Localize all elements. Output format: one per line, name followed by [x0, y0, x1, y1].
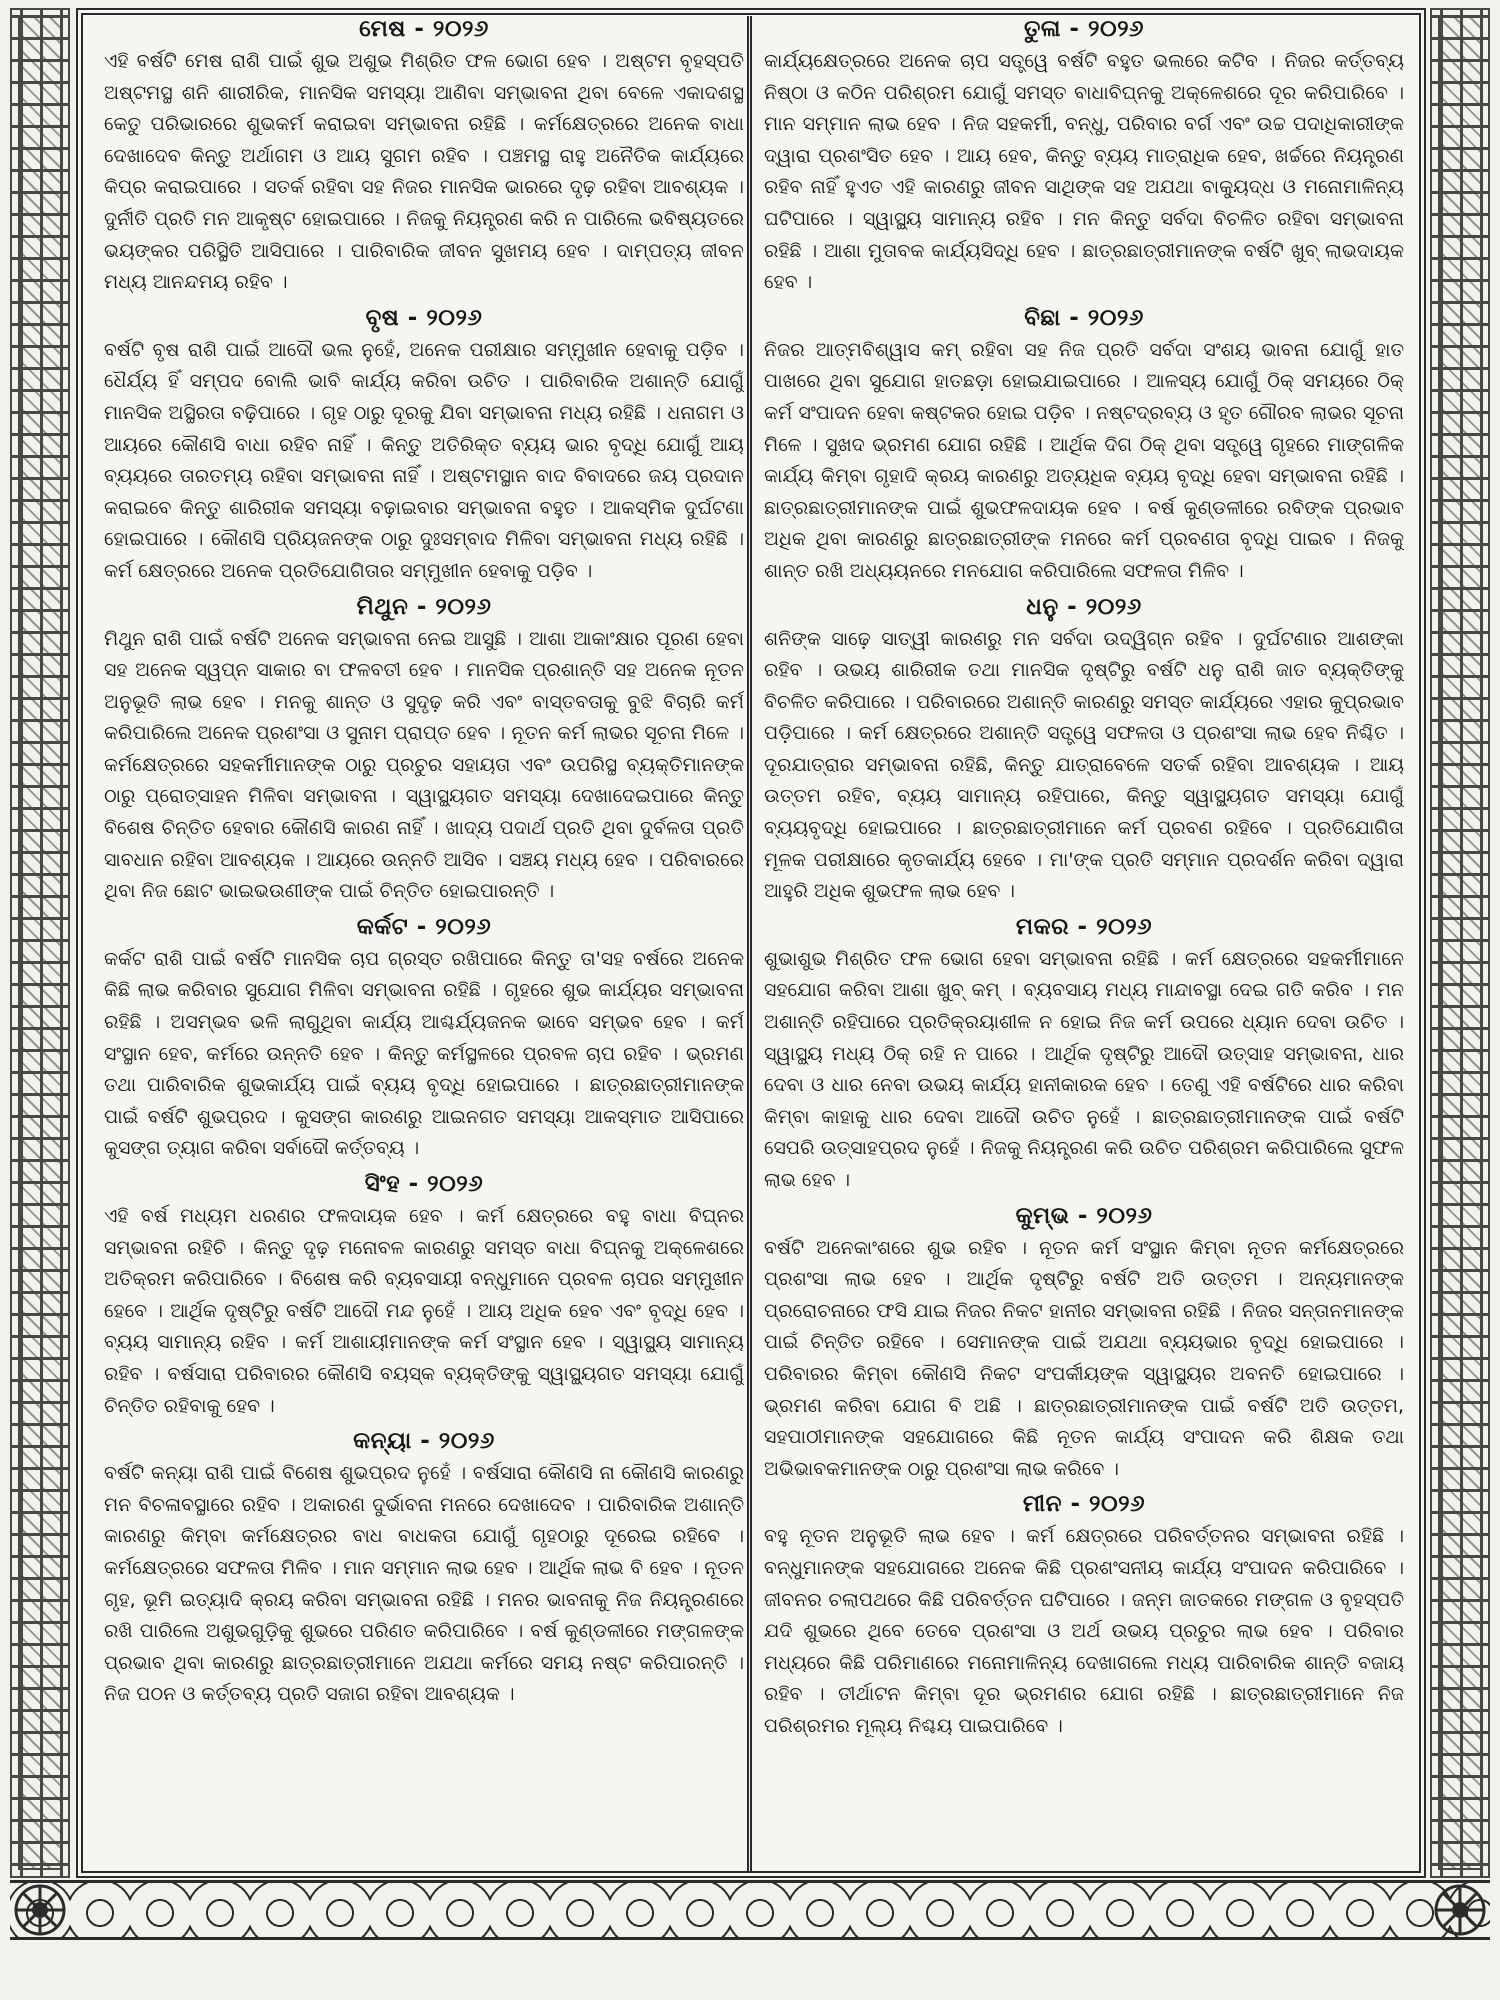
flower-ornament-icon: [12, 1882, 68, 1938]
section-kanya: [104, 1426, 744, 1711]
section-body: କର୍କଟ ରାଶି ପାଇଁ ବର୍ଷଟି ମାନସିକ ଚାପ ଗ୍ରସ୍ତ ରଖିପାରେ କିନ୍ତୁ ତା'ସହ ବର୍ଷରେ ଅନେକ କିଛି ଲାଭ କରିବାର ସୁଯୋଗ ମିଳିବା ସମ୍ଭାବନା ରହିଛି । ଗୃହରେ ଶୁଭ କାର୍ଯ୍ୟର ସମ୍ଭାବନା ରହିଛି । ଅସମ୍ଭବ ଭଳି ଲାଗୁଥିବା କାର୍ଯ୍ୟ ଆଶ୍ଚର୍ଯ୍ୟଜନକ ଭାବେ ସମ୍ଭବ ହେବ । କର୍ମ ସଂସ୍ଥାନ ହେବ, କର୍ମରେ ଉନ୍ନତି ହେବ । କିନ୍ତୁ କର୍ମସ୍ଥଳରେ ପ୍ରବଳ ଚାପ ରହିବ । ଭ୍ରମଣ ତଥା ପାରିବାରିକ ଶୁଭକାର୍ଯ୍ୟ ପାଇଁ ବ୍ୟୟ ବୃଦ୍ଧି ହୋଇପାରେ । ଛାତ୍ରଛାତ୍ରୀମାନଙ୍କ ପାଇଁ ବର୍ଷଟି ଶୁଭପ୍ରଦ । କୁସଙ୍ଗ କାରଣରୁ ଆଇନଗତ ସମସ୍ୟା ଆକସ୍ମାତ ଆସିପାରେ କୁସଙ୍ଗ ତ୍ୟାଗ କରିବା ସର୍ବାଦୌ କର୍ତ୍ତବ୍ୟ ।: [104, 947, 744, 1160]
column-divider: [747, 16, 752, 1872]
section-heading: କର୍କଟ - ୨୦୨୬: [356, 913, 492, 940]
section-heading: ମୀନ - ୨୦୨୬: [1022, 1491, 1146, 1518]
section-mesha: [104, 14, 744, 299]
section-tula: [764, 14, 1404, 299]
section-bichha: [764, 303, 1404, 588]
section-brusha: [104, 303, 744, 588]
section-dhanu: [764, 592, 1404, 908]
section-kumbha: [764, 1201, 1404, 1486]
section-mithuna: [104, 592, 744, 908]
left-ornamental-border: [10, 8, 70, 1878]
section-body: ମିଥୁନ ରାଶି ପାଇଁ ବର୍ଷଟି ଅନେକ ସମ୍ଭାବନା ନେଇ ଆସୁଛି । ଆଶା ଆକାଂକ୍ଷାର ପୂରଣ ହେବା ସହ ଅନେକ ସ୍ୱପ୍ନ ସାକାର ବା ଫଳବତୀ ହେବ । ମାନସିକ ପ୍ରଶାନ୍ତି ସହ ଅନେକ ନୂତନ ଅନୁଭୂତି ଲାଭ ହେବ । ମନକୁ ଶାନ୍ତ ଓ ସୁଦୃଢ଼ କରି ଏବଂ ବାସ୍ତବତାକୁ ବୁଝି ବିଚାରି କର୍ମ କରିପାରିଲେ ଅନେକ ପ୍ରଶଂସା ଓ ସୁନାମ ପ୍ରାପ୍ତ ହେବ । ନୂତନ କର୍ମ ଲାଭର ସୂଚନା ମିଳେ । କର୍ମକ୍ଷେତ୍ରରେ ସହକର୍ମୀମାନଙ୍କ ଠାରୁ ପ୍ରଚୁର ସହାୟତା ଏବଂ ଉପରିସ୍ଥ ବ୍ୟକ୍ତିମାନଙ୍କ ଠାରୁ ପ୍ରୋତ୍ସାହନ ମିଳିବା ସମ୍ଭାବନା । ସ୍ୱାସ୍ଥ୍ୟଗତ ସମସ୍ୟା ଦେଖାଦେଇପାରେ କିନ୍ତୁ ବିଶେଷ ଚିନ୍ତିତ ହେବାର କୌଣସି କାରଣ ନାହିଁ । ଖାଦ୍ୟ ପଦାର୍ଥ ପ୍ରତି ଥିବା ଦୁର୍ବଳତା ପ୍ରତି ସାବଧାନ ରହିବା ଆବଶ୍ୟକ । ଆୟରେ ଉନ୍ନତି ଆସିବ । ସଞ୍ଚୟ ମଧ୍ୟ ହେବ । ପରିବାରରେ ଥିବା ନିଜ ଛୋଟ ଭାଇଭଉଣୀଙ୍କ ପାଇଁ ଚିନ୍ତିତ ହୋଇପାରନ୍ତି ।: [104, 627, 744, 903]
section-meena: [764, 1489, 1404, 1742]
section-karkata: [104, 912, 744, 1165]
section-body: ବର୍ଷଟି କନ୍ୟା ରାଶି ପାଇଁ ବିଶେଷ ଶୁଭପ୍ରଦ ନୁହେଁ । ବର୍ଷସାରା କୌଣସି ନା କୌଣସି କାରଣରୁ ମନ ବିଚଳାବସ୍ଥାରେ ରହିବ । ଅକାରଣ ଦୁର୍ଭାବନା ମନରେ ଦେଖାଦେବ । ପାରିବାରିକ ଅଶାନ୍ତି କାରଣରୁ କିମ୍ବା କର୍ମକ୍ଷେତ୍ରର ବାଧ ବାଧକତା ଯୋଗୁଁ ଗୃହଠାରୁ ଦୂରେଇ ରହିବେ । କର୍ମକ୍ଷେତ୍ରରେ ସଫଳତା ମିଳିବ । ମାନ ସମ୍ମାନ ଲାଭ ହେବ । ଆର୍ଥିକ ଲାଭ ବି ହେବ । ନୂତନ ଗୃହ, ଭୂମି ଇତ୍ୟାଦି କ୍ରୟ କରିବା ସମ୍ଭାବନା ରହିଛି । ମନର ଭାବନାକୁ ନିଜ ନିୟନ୍ତ୍ରଣରେ ରଖି ପାରିଲେ ଅଶୁଭଗୁଡ଼ିକୁ ଶୁଭରେ ପରିଣତ କରିପାରିବେ । ବର୍ଷ କୁଣ୍ଡଳୀରେ ମଙ୍ଗଳଙ୍କ ପ୍ରଭାବ ଥିବା କାରଣରୁ ଛାତ୍ରଛାତ୍ରୀମାନେ ଅଯଥା କର୍ମରେ ସମୟ ନଷ୍ଟ କରିପାରନ୍ତି । ନିଜ ପଠନ ଓ କର୍ତ୍ତବ୍ୟ ପ୍ରତି ସଜାଗ ରହିବା ଆବଶ୍ୟକ ।: [104, 1462, 744, 1706]
section-body: ଶନିଙ୍କ ସାଢ଼େ ସାତ୍ୱୀ କାରଣରୁ ମନ ସର୍ବଦା ଉଦ୍ୱିଗ୍ନ ରହିବ । ଦୁର୍ଘଟଣାର ଆଶଙ୍କା ରହିବ । ଉଭୟ ଶାରିରୀକ ତଥା ମାନସିକ ଦୃଷ୍ଟିରୁ ବର୍ଷଟି ଧନୁ ରାଶି ଜାତ ବ୍ୟକ୍ତିଙ୍କୁ ବିଚଳିତ କରିପାରେ । ପରିବାରରେ ଅଶାନ୍ତି କାରଣରୁ ସମସ୍ତ କାର୍ଯ୍ୟରେ ଏହାର କୁପ୍ରଭାବ ପଡ଼ିପାରେ । କର୍ମ କ୍ଷେତ୍ରରେ ଅଶାନ୍ତି ସତ୍ତ୍ୱେ ସଫଳତା ଓ ପ୍ରଶଂସା ଲାଭ ହେବ ନିଶ୍ଚିତ । ଦୂରଯାତ୍ରାର ସମ୍ଭାବନା ରହିଛି, କିନ୍ତୁ ଯାତ୍ରାବେଳେ ସତର୍କ ରହିବା ଆବଶ୍ୟକ । ଆୟ ଉତ୍ତମ ରହିବ, ବ୍ୟୟ ସାମାନ୍ୟ ରହିପାରେ, କିନ୍ତୁ ସ୍ୱାସ୍ଥ୍ୟଗତ ସମସ୍ୟା ଯୋଗୁଁ ବ୍ୟୟବୃଦ୍ଧି ହୋଇପାରେ । ଛାତ୍ରଛାତ୍ରୀମାନେ କର୍ମ ପ୍ରବଣ ରହିବେ । ପ୍ରତିଯୋଗିତା ମୂଳକ ପରୀକ୍ଷାରେ କୃତକାର୍ଯ୍ୟ ହେବେ । ମା'ଙ୍କ ପ୍ରତି ସମ୍ମାନ ପ୍ରଦର୍ଶନ କରିବା ଦ୍ୱାରା ଆହୁରି ଅଧିକ ଶୁଭଫଳ ଲାଭ ହେବ ।: [764, 627, 1404, 903]
flower-ornament-icon: [1432, 1882, 1488, 1938]
bottom-ornamental-border: [10, 1880, 1490, 1940]
section-heading: କନ୍ୟା - ୨୦୨୬: [353, 1428, 495, 1455]
section-heading: ବୃଷ - ୨୦୨୬: [365, 304, 483, 331]
section-heading: ମେଷ - ୨୦୨୬: [359, 16, 489, 42]
right-ornamental-border: [1430, 8, 1490, 1878]
section-body: ଏହି ବର୍ଷଟି ମେଷ ରାଶି ପାଇଁ ଶୁଭ ଅଶୁଭ ମିଶ୍ରିତ ଫଳ ଭୋଗ ହେବ । ଅଷ୍ଟମ ବୃହସ୍ପତି ଅଷ୍ଟମସ୍ଥ ଶନି ଶାରୀରିକ, ମାନସିକ ସମସ୍ୟା ଆଣିବା ସମ୍ଭାବନା ଥିବା ବେଳେ ଏକାଦଶସ୍ଥ କେତୁ ପରିଭାରରେ ଶୁଭକର୍ମ କରାଇବା ସମ୍ଭାବନା ରହିଛି । କର୍ମକ୍ଷେତ୍ରରେ ଅନେକ ବାଧା ଦେଖାଦେବ କିନ୍ତୁ ଅର୍ଥାଗମ ଓ ଆୟ ସୁଗମ ରହିବ । ପଞ୍ଚମସ୍ଥ ରାହୁ ଅନୈତିକ କାର୍ଯ୍ୟରେ କିପ୍ର କରାଇପାରେ । ସତର୍କ ରହିବା ସହ ନିଜର ମାନସିକ ଭାରରେ ଦୃଢ଼ ରହିବା ଆବଶ୍ୟକ । ଦୁର୍ନୀତି ପ୍ରତି ମନ ଆକୃଷ୍ଟ ହୋଇପାରେ । ନିଜକୁ ନିୟନ୍ତ୍ରଣ କରି ନ ପାରିଲେ ଭବିଷ୍ୟତରେ ଭୟଙ୍କର ପରିସ୍ଥିତି ଆସିପାରେ । ପାରିବାରିକ ଜୀବନ ସୁଖମୟ ହେବ । ଦାମ୍ପତ୍ୟ ଜୀବନ ମଧ୍ୟ ଆନନ୍ଦମୟ ରହିବ ।: [104, 50, 744, 294]
section-body: କାର୍ଯ୍ୟକ୍ଷେତ୍ରରେ ଅନେକ ଚାପ ସତ୍ତ୍ୱେ ବର୍ଷଟି ବହୁତ ଭଲରେ କଟିବ । ନିଜର କର୍ତ୍ତବ୍ୟ ନିଷ୍ଠା ଓ କଠିନ ପରିଶ୍ରମ ଯୋଗୁଁ ସମସ୍ତ ବାଧାବିଘ୍ନକୁ ଅକ୍ଳେଶରେ ଦୂର କରିପାରିବେ । ମାନ ସମ୍ମାନ ଲାଭ ହେବ । ନିଜ ସହକର୍ମୀ, ବନ୍ଧୁ, ପରିବାର ବର୍ଗ ଏବଂ ଉଚ୍ଚ ପଦାଧିକାରୀଙ୍କ ଦ୍ୱାରା ପ୍ରଶଂସିତ ହେବ । ଆୟ ହେବ, କିନ୍ତୁ ବ୍ୟୟ ମାତ୍ରାଧିକ ହେବ, ଖର୍ଚ୍ଚରେ ନିୟନ୍ତ୍ରଣ ରହିବ ନାହିଁ ହୁଏତ ଏହି କାରଣରୁ ଜୀବନ ସାଥିଙ୍କ ସହ ଅଯଥା ବାକ୍ୟୁଦ୍ଧ ଓ ମନୋମାଳିନ୍ୟ ଘଟିପାରେ । ସ୍ୱାସ୍ଥ୍ୟ ସାମାନ୍ୟ ରହିବ । ମନ କିନ୍ତୁ ସର୍ବଦା ବିଚଳିତ ରହିବା ସମ୍ଭାବନା ରହିଛି । ଆଶା ମୁତାବକ କାର୍ଯ୍ୟସିଦ୍ଧି ହେବ । ଛାତ୍ରଛାତ୍ରୀମାନଙ୍କ ବର୍ଷଟି ଖୁବ୍ ଲାଭଦାୟକ ହେବ ।: [764, 50, 1404, 294]
right-column: [764, 14, 1404, 1870]
section-heading: ମକର - ୨୦୨୬: [1015, 913, 1153, 940]
section-heading: ସିଂହ - ୨୦୨୬: [364, 1171, 484, 1197]
section-heading: ଧନୁ - ୨୦୨୬: [1026, 593, 1142, 620]
section-makara: [764, 912, 1404, 1197]
section-body: ବର୍ଷଟି ବୃଷ ରାଶି ପାଇଁ ଆଦୌ ଭଲ ନୁହେଁ, ଅନେକ ପରୀକ୍ଷାର ସମ୍ମୁଖୀନ ହେବାକୁ ପଡ଼ିବ । ଧୈର୍ଯ୍ୟ ହିଁ ସମ୍ପଦ ବୋଲି ଭାବି କାର୍ଯ୍ୟ କରିବା ଉଚିତ । ପାରିବାରିକ ଅଶାନ୍ତି ଯୋଗୁଁ ମାନସିକ ଅସ୍ଥିରତା ବଢ଼ିପାରେ । ଗୃହ ଠାରୁ ଦୂରକୁ ଯିବା ସମ୍ଭାବନା ମଧ୍ୟ ରହିଛି । ଧନାଗମ ଓ ଆୟରେ କୌଣସି ବାଧା ରହିବ ନାହିଁ । କିନ୍ତୁ ଅତିରିକ୍ତ ବ୍ୟୟ ଭାର ବୃଦ୍ଧି ଯୋଗୁଁ ଆୟ ବ୍ୟୟରେ ତାରତମ୍ୟ ରହିବା ସମ୍ଭାବନା ନାହିଁ । ଅଷ୍ଟମସ୍ଥାନ ବାଦ ବିବାଦରେ ଜୟ ପ୍ରଦାନ କରାଇବେ କିନ୍ତୁ ଶାରିରୀକ ସମସ୍ୟା ବଢ଼ାଇବାର ସମ୍ଭାବନା ବହୁତ । ଆକସ୍ମିକ ଦୁର୍ଘଟଣା ହୋଇପାରେ । କୌଣସି ପ୍ରିୟଜନଙ୍କ ଠାରୁ ଦୁଃସମ୍ବାଦ ମିଳିବା ସମ୍ଭାବନା ମଧ୍ୟ ରହିଛି । କର୍ମ କ୍ଷେତ୍ରରେ ଅନେକ ପ୍ରତିଯୋଗିତାର ସମ୍ମୁଖୀନ ହେବାକୁ ପଡ଼ିବ ।: [104, 338, 744, 582]
section-body: ବର୍ଷଟି ଅନେକାଂଶରେ ଶୁଭ ରହିବ । ନୂତନ କର୍ମ ସଂସ୍ଥାନ କିମ୍ବା ନୂତନ କର୍ମକ୍ଷେତ୍ରରେ ପ୍ରଶଂସା ଲାଭ ହେବ । ଆର୍ଥିକ ଦୃଷ୍ଟିରୁ ବର୍ଷଟି ଅତି ଉତ୍ତମ । ଅନ୍ୟମାନଙ୍କ ପ୍ରରୋଚନାରେ ଫସି ଯାଇ ନିଜର ନିକଟ ହାନୀର ସମ୍ଭାବନା ରହିଛି । ନିଜର ସନ୍ତାନମାନଙ୍କ ପାଇଁ ଚିନ୍ତିତ ରହିବେ । ସେମାନଙ୍କ ପାଇଁ ଅଯଥା ବ୍ୟୟଭାର ବୃଦ୍ଧି ହୋଇପାରେ । ପରିବାରର କିମ୍ବା କୌଣସି ନିକଟ ସଂପର୍କୀୟଙ୍କ ସ୍ୱାସ୍ଥ୍ୟର ଅବନତି ହୋଇପାରେ । ଭ୍ରମଣ କରିବା ଯୋଗ ବି ଅଛି । ଛାତ୍ରଛାତ୍ରୀମାନଙ୍କ ପାଇଁ ବର୍ଷଟି ଅତି ଉତ୍ତମ, ସହପାଠୀମାନଙ୍କ ସହଯୋଗରେ କିଛି ନୂତନ କାର୍ଯ୍ୟ ସଂପାଦନ କରି ଶିକ୍ଷକ ତଥା ଅଭିଭାବକମାନଙ୍କ ଠାରୁ ପ୍ରଶଂସା ଲାଭ କରିବେ ।: [764, 1236, 1404, 1480]
section-heading: କୁମ୍ଭ - ୨୦୨୬: [1015, 1202, 1153, 1229]
section-body: ବହୁ ନୂତନ ଅନୁଭୂତି ଲାଭ ହେବ । କର୍ମ କ୍ଷେତ୍ରରେ ପରିବର୍ତ୍ତନର ସମ୍ଭାବନା ରହିଛି । ବନ୍ଧୁମାନଙ୍କ ସହଯୋଗରେ ଅନେକ କିଛି ପ୍ରଶଂସନୀୟ କାର୍ଯ୍ୟ ସଂପାଦନ କରିପାରିବେ । ଜୀବନର ଚଲାପଥରେ କିଛି ପରିବର୍ତ୍ତନ ଘଟିପାରେ । ଜନ୍ମ ଜାତକରେ ମଙ୍ଗଳ ଓ ବୃହସ୍ପତି ଯଦି ଶୁଭରେ ଥିବେ ତେବେ ପ୍ରଶଂସା ଓ ଅର୍ଥ ଉଭୟ ପ୍ରଚୁର ଲାଭ ହେବ । ପରିବାର ମଧ୍ୟରେ କିଛି ପରିମାଣରେ ମନୋମାଳିନ୍ୟ ଦେଖାଗଲେ ମଧ୍ୟ ପାରିବାରିକ ଶାନ୍ତି ବଜାୟ ରହିବ । ତୀର୍ଥାଟନ କିମ୍ବା ଦୂର ଭ୍ରମଣର ଯୋଗ ରହିଛି । ଛାତ୍ରଛାତ୍ରୀମାନେ ନିଜ ପରିଶ୍ରମର ମୂଲ୍ୟ ନିଶ୍ଚୟ ପାଇପାରିବେ ।: [764, 1525, 1404, 1737]
section-body: ନିଜର ଆତ୍ମବିଶ୍ୱାସ କମ୍ ରହିବା ସହ ନିଜ ପ୍ରତି ସର୍ବଦା ସଂଶୟ ଭାବନା ଯୋଗୁଁ ହାତ ପାଖରେ ଥିବା ସୁଯୋଗ ହାତଛଡ଼ା ହୋଇଯାଇପାରେ । ଆଳସ୍ୟ ଯୋଗୁଁ ଠିକ୍ ସମୟରେ ଠିକ୍ କର୍ମ ସଂପାଦନ ହେବା କଷ୍ଟକର ହୋଇ ପଡ଼ିବ । ନଷ୍ଟଦ୍ରବ୍ୟ ଓ ହୃତ ଗୌରବ ଲାଭର ସୂଚନା ମିଳେ । ସୁଖଦ ଭ୍ରମଣ ଯୋଗ ରହିଛି । ଆର୍ଥିକ ଦିଗ ଠିକ୍ ଥିବା ସତ୍ତ୍ୱେ ଗୃହରେ ମାଙ୍ଗଳିକ କାର୍ଯ୍ୟ କିମ୍ବା ଗୃହାଦି କ୍ରୟ କାରଣରୁ ଅତ୍ୟଧିକ ବ୍ୟୟ ବୃଦ୍ଧି ହେବା ସମ୍ଭାବନା ରହିଛି । ଛାତ୍ରଛାତ୍ରୀମାନଙ୍କ ପାଇଁ ଶୁଭଫଳଦାୟକ ହେବ । ବର୍ଷ କୁଣ୍ଡଳୀରେ ରବିଙ୍କ ପ୍ରଭାବ ଅଧିକ ଥିବା କାରଣରୁ ଛାତ୍ରଛାତ୍ରୀଙ୍କ ମନରେ କର୍ମ ପ୍ରବଣତା ବୃଦ୍ଧି ପାଇବ । ନିଜକୁ ଶାନ୍ତ ରଖି ଅଧ୍ୟୟନରେ ମନଯୋଗ କରିପାରିଲେ ସଫଳତା ମିଳିବ ।: [764, 338, 1404, 582]
section-singha: [104, 1169, 744, 1422]
section-body: ଶୁଭାଶୁଭ ମିଶ୍ରିତ ଫଳ ଭୋଗ ହେବା ସମ୍ଭାବନା ରହିଛି । କର୍ମ କ୍ଷେତ୍ରରେ ସହକର୍ମୀମାନେ ସହଯୋଗ କରିବା ଆଶା ଖୁବ୍ କମ୍ । ବ୍ୟବସାୟ ମଧ୍ୟ ମାନ୍ଦାବସ୍ଥା ଦେଇ ଗତି କରିବ । ମନ ଅଶାନ୍ତି ରହିପାରେ ପ୍ରତିକ୍ରୟାଶୀଳ ନ ହୋଇ ନିଜ କର୍ମ ଉପରେ ଧ୍ୟାନ ଦେବା ଉଚିତ । ସ୍ୱାସ୍ଥ୍ୟ ମଧ୍ୟ ଠିକ୍ ରହି ନ ପାରେ । ଆର୍ଥିକ ଦୃଷ୍ଟିରୁ ଆଦୌ ଉତ୍ସାହ ସମ୍ଭାବନା, ଧାର ଦେବା ଓ ଧାର ନେବା ଉଭୟ କାର୍ଯ୍ୟ ହାନୀକାରକ ହେବ । ତେଣୁ ଏହି ବର୍ଷଟିରେ ଧାର କରିବା କିମ୍ବା କାହାକୁ ଧାର ଦେବା ଆଦୌ ଉଚିତ ନୁହେଁ । ଛାତ୍ରଛାତ୍ରୀମାନଙ୍କ ପାଇଁ ବର୍ଷଟି ସେପରି ଉତ୍ସାହପ୍ରଦ ନୁହେଁ । ନିଜକୁ ନିୟନ୍ତ୍ରଣ କରି ଉଚିତ ପରିଶ୍ରମ କରିପାରିଲେ ସୁଫଳ ଲାଭ ହେବ ।: [764, 947, 1404, 1191]
section-heading: ମିଥୁନ - ୨୦୨୬: [356, 593, 492, 620]
section-heading: ତୁଳା - ୨୦୨୬: [1024, 16, 1144, 42]
left-column: [104, 14, 744, 1870]
section-body: ଏହି ବର୍ଷ ମଧ୍ୟମ ଧରଣର ଫଳଦାୟକ ହେବ । କର୍ମ କ୍ଷେତ୍ରରେ ବହୁ ବାଧା ବିଘ୍ନର ସମ୍ଭାବନା ରହିଚି । କିନ୍ତୁ ଦୃଢ଼ ମନୋବଳ କାରଣରୁ ସମସ୍ତ ବାଧା ବିଘ୍ନକୁ ଅକ୍ଳେଶରେ ଅତିକ୍ରମ କରିପାରିବେ । ବିଶେଷ କରି ବ୍ୟବସାୟୀ ବନ୍ଧୁମାନେ ପ୍ରବଳ ଚାପର ସମ୍ମୁଖୀନ ହେବେ । ଆର୍ଥିକ ଦୃଷ୍ଟିରୁ ବର୍ଷଟି ଆଦୌ ମନ୍ଦ ନୁହେଁ । ଆୟ ଅଧିକ ହେବ ଏବଂ ବୃଦ୍ଧି ହେବ । ବ୍ୟୟ ସାମାନ୍ୟ ରହିବ । କର୍ମ ଆଶାୟୀମାନଙ୍କ କର୍ମ ସଂସ୍ଥାନ ହେବ । ସ୍ୱାସ୍ଥ୍ୟ ସାମାନ୍ୟ ରହିବ । ବର୍ଷସାରା ପରିବାରର କୌଣସି ବୟସ୍କ ବ୍ୟକ୍ତିଙ୍କୁ ସ୍ୱାସ୍ଥ୍ୟଗତ ସମସ୍ୟା ଯୋଗୁଁ ଚିନ୍ତିତ ରହିବାକୁ ହେବ ।: [104, 1205, 744, 1417]
section-heading: ବିଛା - ୨୦୨୬: [1024, 304, 1144, 331]
